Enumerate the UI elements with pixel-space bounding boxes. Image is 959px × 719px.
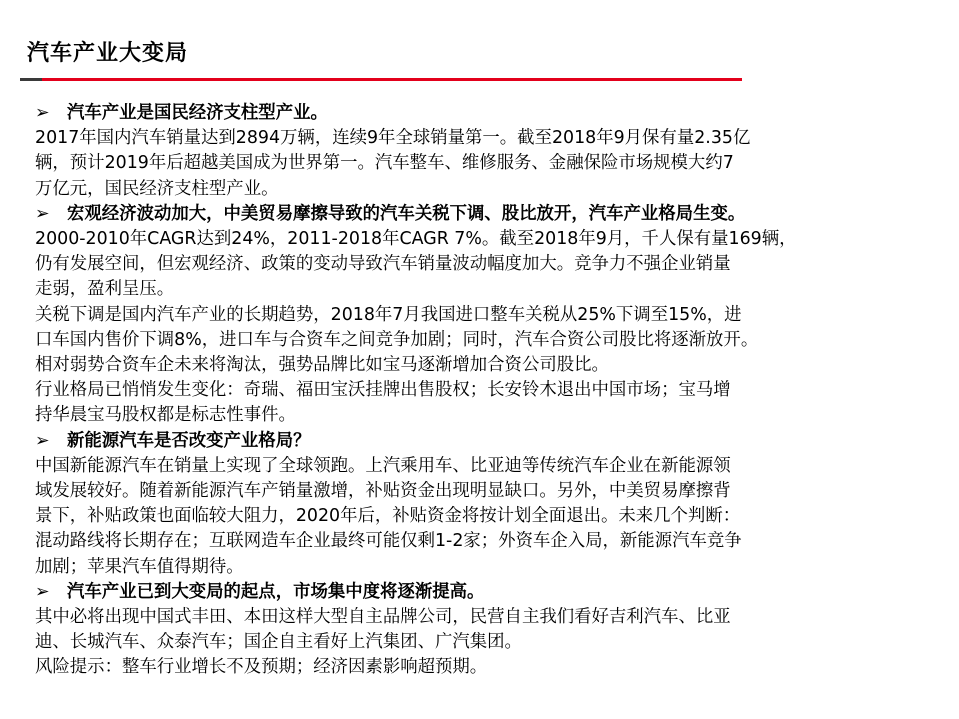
bullet-heading-text: 新能源汽车是否改变产业格局？	[67, 430, 311, 451]
paragraph-line	[35, 555, 935, 580]
paragraph-line-text: 关税下调是国内汽车产业的长期趋势，2018年7月我国进口整车关税从25%下调至15%，进	[35, 304, 742, 325]
paragraph-line	[35, 177, 935, 202]
bullet-arrow-icon: ➢	[35, 581, 50, 602]
paragraph-line-text: 景下，补贴政策也面临较大阻力，2020年后，补贴资金将按计划全面退出。未来几个判断：	[35, 506, 741, 527]
title-underline	[20, 78, 742, 81]
paragraph-line-text: 走弱，盈利呈压。	[35, 279, 175, 300]
paragraph-line	[35, 655, 935, 680]
paragraph-line-text: 中国新能源汽车在销量上实现了全球领跑。上汽乘用车、比亚迪等传统汽车企业在新能源领	[35, 455, 731, 476]
paragraph-line-text: 加剧；苹果汽车值得期待。	[35, 556, 244, 577]
body-text	[35, 101, 935, 681]
paragraph-line	[35, 454, 935, 479]
paragraph-line	[35, 227, 935, 252]
title-underline-red-segment	[42, 78, 742, 81]
paragraph-line-text: 迪、长城汽车、众泰汽车；国企自主看好上汽集团、广汽集团。	[35, 632, 522, 653]
paragraph-line-text: 行业格局已悄悄发生变化：奇瑞、福田宝沃挂牌出售股权；长安铃木退出中国市场；宝马增	[35, 380, 731, 401]
paragraph-line-text: 风险提示：整车行业增长不及预期；经济因素影响超预期。	[35, 657, 488, 678]
paragraph-line-text: 其中必将出现中国式丰田、本田这样大型自主品牌公司，民营自主我们看好吉利汽车、比亚	[35, 607, 731, 628]
bullet-arrow-icon: ➢	[35, 203, 50, 224]
paragraph-line	[35, 529, 935, 554]
paragraph-line	[35, 479, 935, 504]
paragraph-line	[35, 252, 935, 277]
paragraph-line	[35, 303, 935, 328]
paragraph-line	[35, 403, 935, 428]
paragraph-line	[35, 151, 935, 176]
paragraph-line-text: 2000-2010年CAGR达到24%，2011-2018年CAGR 7%。截至2018年9月，千人保有量169辆，	[35, 229, 797, 250]
bullet-heading-text: 汽车产业是国民经济支柱型产业。	[67, 103, 328, 123]
bullet-arrow-icon: ➢	[35, 430, 50, 451]
bullet-arrow-icon: ➢	[35, 103, 50, 123]
paragraph-line	[35, 378, 935, 403]
paragraph-line-text: 仍有发展空间，但宏观经济、政策的变动导致汽车销量波动幅度加大。竞争力不强企业销量	[35, 254, 731, 275]
bullet-heading	[35, 580, 935, 605]
bullet-heading	[35, 202, 935, 227]
paragraph-line	[35, 328, 935, 353]
paragraph-line-text: 口车国内售价下调8%，进口车与合资车之间竞争加剧；同时，汽车合资公司股比将逐渐放开。	[35, 329, 759, 350]
paragraph-line	[35, 630, 935, 655]
paragraph-line-text: 2017年国内汽车销量达到2894万辆，连续9年全球销量第一。截至2018年9月保有量2.35亿	[35, 128, 751, 149]
paragraph-line	[35, 605, 935, 630]
paragraph-line	[35, 277, 935, 302]
paragraph-line-text: 域发展较好。随着新能源汽车产销量激增，补贴资金出现明显缺口。另外，中美贸易摩擦背	[35, 481, 731, 502]
title-underline-dark-segment	[20, 78, 42, 81]
paragraph-line	[35, 126, 935, 151]
paragraph-line	[35, 353, 935, 378]
paragraph-line-text: 辆，预计2019年后超越美国成为世界第一。汽车整车、维修服务、金融保险市场规模大约7	[35, 153, 734, 174]
paragraph-line-text: 相对弱势合资车企未来将淘汰，强势品牌比如宝马逐渐增加合资公司股比。	[35, 355, 609, 376]
paragraph-line	[35, 504, 935, 529]
slide-title: 汽车产业大变局	[27, 41, 189, 66]
bullet-heading-text: 汽车产业已到大变局的起点，市场集中度将逐渐提高。	[67, 581, 485, 602]
bullet-heading-text: 宏观经济波动加大，中美贸易摩擦导致的汽车关税下调、股比放开，汽车产业格局生变。	[67, 203, 746, 224]
bullet-heading	[35, 101, 935, 126]
paragraph-line-text: 持华晨宝马股权都是标志性事件。	[35, 405, 296, 426]
bullet-heading	[35, 429, 935, 454]
paragraph-line-text: 万亿元，国民经济支柱型产业。	[35, 178, 279, 199]
paragraph-line-text: 混动路线将长期存在；互联网造车企业最终可能仅剩1-2家；外资车企入局，新能源汽车竞争	[35, 531, 742, 552]
